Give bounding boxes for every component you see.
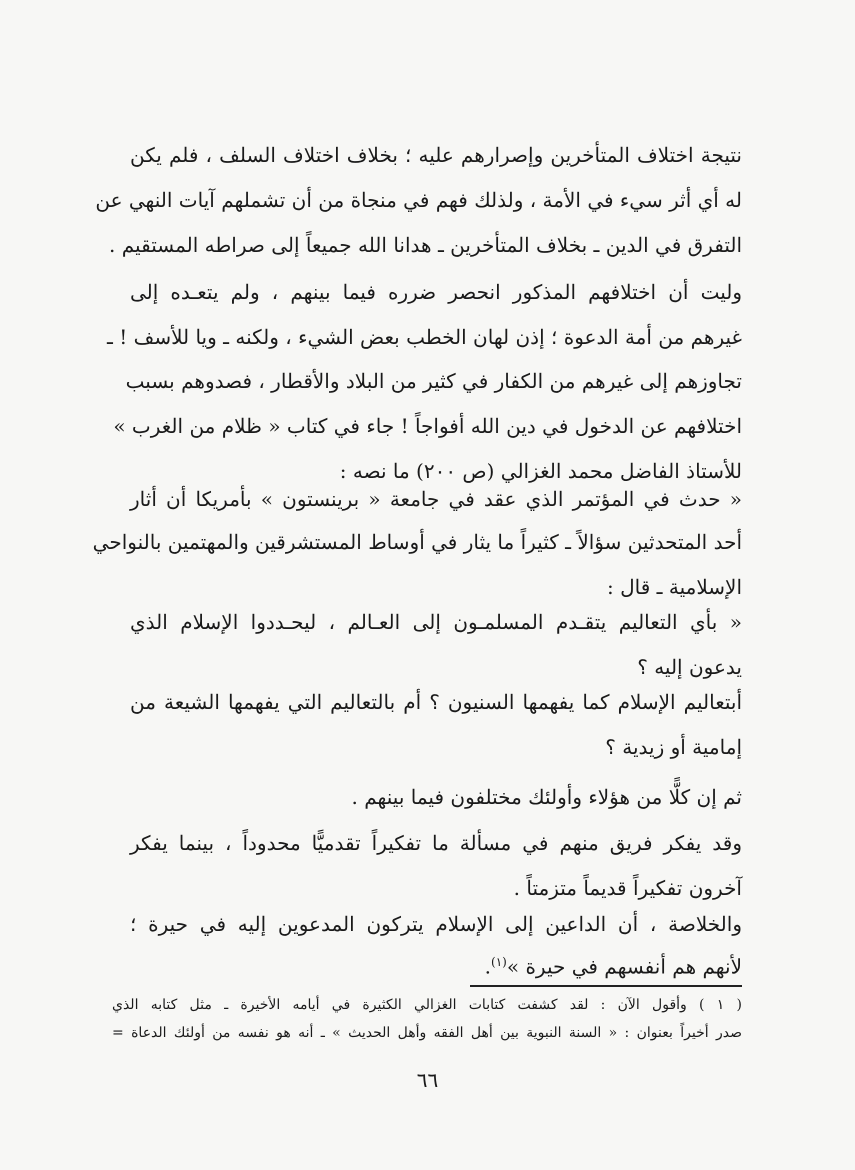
page-number: ٦٦ [416,1068,439,1092]
text-line: الإسلامية ـ قال : [607,575,742,599]
last-line-end: . [484,954,492,979]
footnote-separator [470,985,742,987]
footnote-reference: (١) [491,955,507,969]
text-line: أحد المتحدثين سؤالاً ـ كثيراً ما يثار في أوساط المستشرقين والمهتمين بالنواحي [92,530,742,554]
text-line: يدعون إليه ؟ [637,655,742,679]
text-line: اختلافهم عن الدخول في دين الله أفواجاً ! جاء في كتاب « ظلام من الغرب » [113,414,742,438]
footnote-line: ( ١ ) وأقول الآن : لقد كشفت كتابات الغزالي الكثيرة في أيامه الأخيرة ـ مثل كتابه الذي [112,997,742,1013]
text-line: « حدث في المؤتمر الذي عقد في جامعة « برينستون » بأمريكا أن أثار [130,487,742,511]
text-line: أبتعاليم الإسلام كما يفهمها السنيون ؟ أم بالتعاليم التي يفهمها الشيعة من [130,690,742,714]
text-line: آخرون تفكيراً قديماً متزمتاً . [513,876,742,900]
text-line: وقد يفكر فريق منهم في مسألة ما تفكيراً تقدميًّا محدوداً ، بينما يفكر [130,831,742,855]
last-line-text: لأنهم هم أنفسهم في حيرة » [506,954,742,979]
footnote-line: صدر أخيراً بعنوان : « السنة النبوية بين أهل الفقه وأهل الحديث » ـ أنه هو نفسه من أولئك الدعاة = [112,1025,742,1041]
text-line: وليت أن اختلافهم المذكور انحصر ضرره فيما بينهم ، ولم يتعـده إلى [130,280,742,304]
text-line: والخلاصة ، أن الداعين إلى الإسلام يتركون المدعوين إليه في حيرة ؛ [130,912,742,936]
text-line: للأستاذ الفاضل محمد الغزالي (ص ٢٠٠) ما نصه : [339,459,742,483]
text-line: التفرق في الدين ـ بخلاف المتأخرين ـ هدانا الله جميعاً إلى صراطه المستقيم . [109,233,742,257]
text-line: تجاوزهم إلى غيرهم من الكفار في كثير من البلاد والأقطار ، فصدوهم بسبب [125,369,742,393]
text-line-last [485,950,742,979]
text-line: « بأي التعاليم يتقـدم المسلمـون إلى العـالم ، ليحـددوا الإسلام الذي [130,610,742,634]
text-line: غيرهم من أمة الدعوة ؛ إذن لهان الخطب بعض الشيء ، ولكنه ـ ويا للأسف ! ـ [107,325,742,349]
text-line: نتيجة اختلاف المتأخرين وإصرارهم عليه ؛ بخلاف اختلاف السلف ، فلم يكن [130,143,742,167]
text-line: إمامية أو زيدية ؟ [605,735,742,759]
text-line: له أي أثر سيء في الأمة ، ولذلك فهم في منجاة من أن تشملهم آيات النهي عن [95,188,742,212]
text-line: ثم إن كلًّا من هؤلاء وأولئك مختلفون فيما بينهم . [351,785,742,809]
